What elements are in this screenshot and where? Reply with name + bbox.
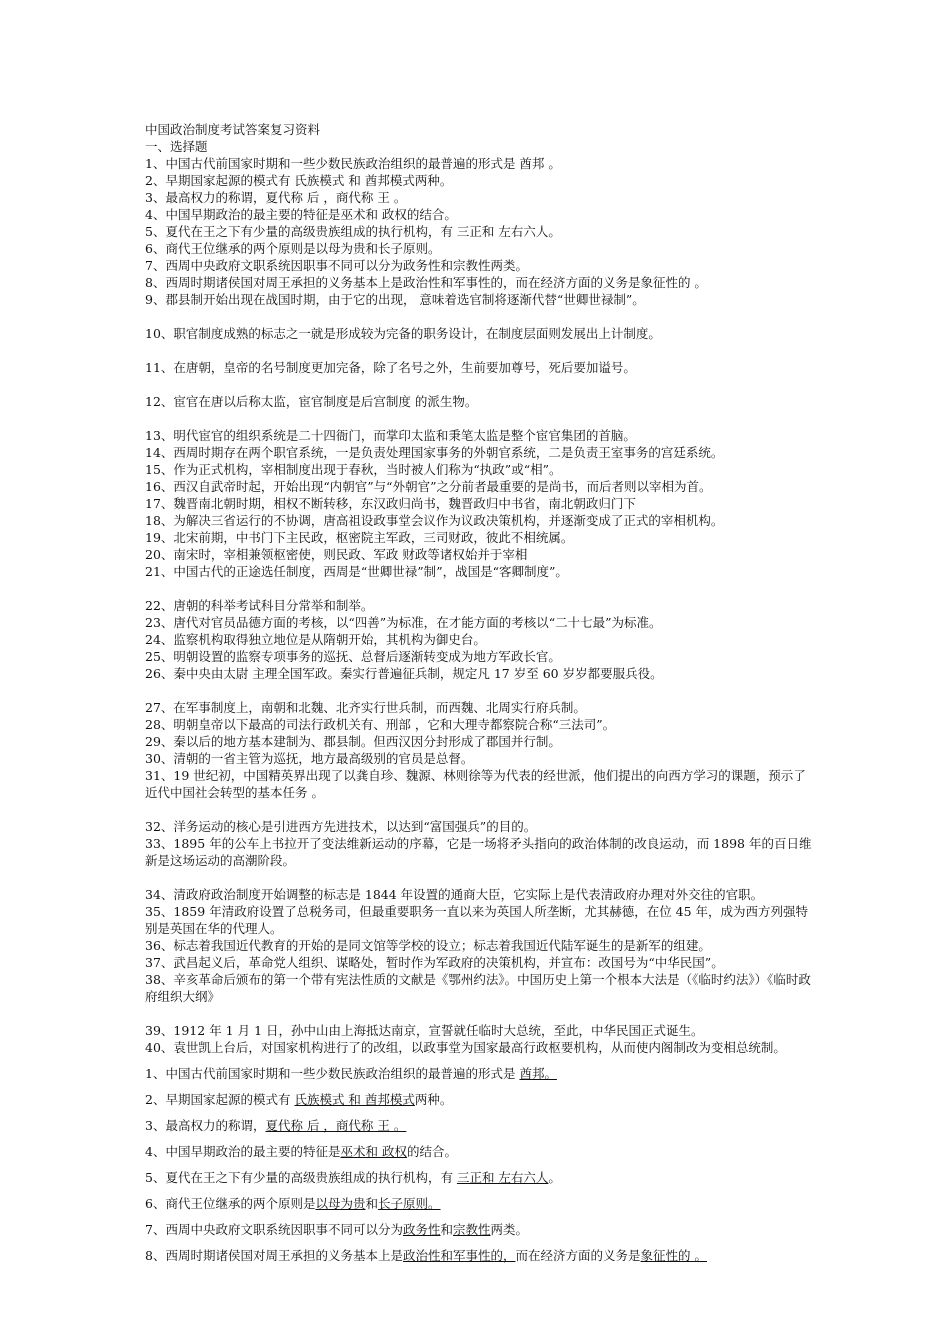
question-item: 35、1859 年清政府设置了总税务司，但最重要职务一直以来为英国人所垄断，尤其赫德，在位 45 年，成为西方列强特别是英国在华的代理人。	[145, 904, 809, 936]
answer-text: 2、早期国家起源的模式有	[145, 1092, 295, 1107]
question-item: 19、北宋前期，中书门下主民政，枢密院主军政，三司财政，彼此不相统属。	[145, 530, 574, 545]
question-item: 28、明朝皇帝以下最高的司法行政机关有、刑部 ，它和大理寺都察院合称“三法司”。	[145, 717, 616, 732]
question-item: 33、1895 年的公车上书拉开了变法维新运动的序幕，它是一场将矛头指向的政治体制的改良运动，而 1898 年的百日维新是这场运动的高潮阶段。	[145, 836, 812, 868]
answer-text: 。	[548, 1170, 561, 1185]
question-item: 12、宦官在唐以后称太监，宦官制度是后宫制度 的派生物。	[145, 394, 478, 409]
answer-list	[145, 1064, 817, 1272]
blank-line	[145, 410, 817, 427]
underlined-answer: 以母为贵	[315, 1196, 366, 1211]
question-item: 22、唐朝的科举考试科目分常举和制举。	[145, 598, 374, 613]
question-item: 5、夏代在王之下有少量的高级贵族组成的执行机构，有 三正和 左右六人。	[145, 224, 561, 239]
underlined-answer: 氏族模式 和 酋邦模式	[294, 1092, 415, 1107]
question-item: 3、最高权力的称谓，夏代称 后 ，商代称 王 。	[145, 190, 407, 205]
question-item: 7、西周中央政府文职系统因职事不同可以分为政务性和宗教性两类。	[145, 258, 528, 273]
question-item: 16、西汉自武帝时起，开始出现“内朝官”与“外朝官”之分前者最重要的是尚书，而后者则以宰相为首。	[145, 479, 712, 494]
blank-line	[145, 869, 817, 886]
question-item: 25、明朝设置的监察专项事务的巡抚、总督后逐渐转变成为地方军政长官。	[145, 649, 561, 664]
question-item: 26、秦中央由太尉 主理全国军政。秦实行普遍征兵制，规定凡 17 岁至 60 岁岁都要服兵役。	[145, 666, 663, 681]
question-item: 1、中国古代前国家时期和一些少数民族政治组织的最普遍的形式是 酋邦 。	[145, 156, 561, 171]
question-item: 23、唐代对官员品德方面的考核，以“四善”为标准，在才能方面的考核以“二十七最”为标准。	[145, 615, 662, 630]
answer-text: 3、最高权力的称谓，	[145, 1118, 266, 1133]
answer-text: 和	[440, 1222, 453, 1237]
question-item: 6、商代王位继承的两个原则是以母为贵和长子原则。	[145, 241, 441, 256]
question-item: 11、在唐朝，皇帝的名号制度更加完备，除了名号之外，生前要加尊号，死后要加谥号。	[145, 360, 636, 375]
question-item: 18、为解决三省运行的不协调，唐高祖设政事堂会议作为议政决策机构，并逐渐变成了正式的宰相机构。	[145, 513, 724, 528]
question-list	[145, 155, 817, 1056]
underlined-answer: 象征性的 。	[640, 1248, 707, 1263]
question-item: 24、监察机构取得独立地位是从隋朝开始，其机构为御史台。	[145, 632, 486, 647]
underlined-answer: 宗教性	[453, 1222, 491, 1237]
underlined-answer: 夏代称 后 ，商代称 王 。	[265, 1118, 407, 1133]
question-item: 38、辛亥革命后颁布的第一个带有宪法性质的文献是《鄂州约法》。中国历史上第一个根本大法是（《临时约法》）《临时政府组织大纲》	[145, 972, 811, 1004]
question-item: 32、洋务运动的核心是引进西方先进技术，以达到“富国强兵”的目的。	[145, 819, 537, 834]
answer-text: 而在经济方面的义务是	[515, 1248, 641, 1263]
question-item: 4、中国早期政治的最主要的特征是巫术和 政权的结合。	[145, 207, 457, 222]
underlined-answer: 政治性和军事性的，	[402, 1248, 516, 1263]
question-item: 37、武昌起义后，革命党人组织、谋略处，暂时作为军政府的决策机构，并宣布：改国号为“中华民国”。	[145, 955, 724, 970]
question-item: 27、在军事制度上，南朝和北魏、北齐实行世兵制，而西魏、北周实行府兵制。	[145, 700, 586, 715]
question-item: 21、中国古代的正途选任制度，西周是“世卿世禄”制”，战国是“客卿制度”。	[145, 564, 568, 579]
question-item: 2、早期国家起源的模式有 氏族模式 和 酋邦模式两种。	[145, 173, 453, 188]
blank-line	[145, 342, 817, 359]
blank-line	[145, 376, 817, 393]
answer-item	[145, 1116, 817, 1142]
question-item: 29、秦以后的地方基本建制为、郡县制。但西汉因分封形成了郡国并行制。	[145, 734, 561, 749]
underlined-answer: 政务性	[402, 1222, 441, 1237]
question-item: 34、清政府政治制度开始调整的标志是 1844 年设置的通商大臣，它实际上是代表清政府办理对外交往的官职。	[145, 887, 764, 902]
question-item: 8、西周时期诸侯国对周王承担的义务基本上是政治性和军事性的，而在经济方面的义务是象征性的 。	[145, 275, 707, 290]
underlined-answer: 酋邦。	[519, 1066, 557, 1081]
blank-line	[145, 1005, 817, 1022]
question-item: 15、作为正式机构，宰相制度出现于春秋，当时被人们称为“执政”或“相”。	[145, 462, 562, 477]
answer-item	[145, 1168, 817, 1194]
question-item: 13、明代宦官的组织系统是二十四衙门，而掌印太监和秉笔太监是整个宦官集团的首脑。	[145, 428, 636, 443]
blank-line	[145, 801, 817, 818]
underlined-answer: 三正和 左右六人	[456, 1170, 549, 1185]
underlined-answer: 长子原则。	[378, 1196, 441, 1211]
document-page	[145, 121, 817, 1272]
answer-text: 两类。	[490, 1222, 529, 1237]
question-item: 9、郡县制开始出现在战国时期，由于它的出现， 意味着选官制将逐渐代替“世卿世禄制”。	[145, 292, 645, 307]
answer-item	[145, 1064, 817, 1090]
answer-text: 的结合。	[406, 1144, 457, 1159]
question-item: 36、标志着我国近代教育的开始的是同文馆等学校的设立；标志着我国近代陆军诞生的是新军的组建。	[145, 938, 711, 953]
answer-text: 8、西周时期诸侯国对周王承担的义务基本上是	[145, 1248, 403, 1263]
answer-text: 两种。	[414, 1092, 453, 1107]
underlined-answer: 巫术和 政权	[340, 1144, 407, 1159]
answer-item	[145, 1220, 817, 1246]
answer-text: 和	[365, 1196, 378, 1211]
question-item: 10、职官制度成熟的标志之一就是形成较为完备的职务设计，在制度层面则发展出上计制度。	[145, 326, 661, 341]
answer-text: 6、商代王位继承的两个原则是	[145, 1196, 316, 1211]
section-heading: 一、选择题	[145, 139, 208, 154]
blank-line	[145, 682, 817, 699]
answer-text: 4、中国早期政治的最主要的特征是	[145, 1144, 341, 1159]
answer-item	[145, 1194, 817, 1220]
blank-line	[145, 580, 817, 597]
question-item: 39、1912 年 1 月 1 日，孙中山由上海抵达南京，宣誓就任临时大总统，至此，中华民国正式诞生。	[145, 1023, 704, 1038]
answer-item	[145, 1142, 817, 1168]
question-item: 17、魏晋南北朝时期，相权不断转移，东汉政归尚书，魏晋政归中书省，南北朝政归门下	[145, 496, 636, 511]
blank-line	[145, 308, 817, 325]
document-title: 中国政治制度考试答案复习资料	[145, 122, 321, 137]
answer-text: 7、西周中央政府文职系统因职事不同可以分为	[145, 1222, 403, 1237]
question-item: 30、清朝的一省主管为巡抚，地方最高级别的官员是总督。	[145, 751, 474, 766]
answer-text: 5、夏代在王之下有少量的高级贵族组成的执行机构，有	[145, 1170, 457, 1185]
answer-item	[145, 1090, 817, 1116]
answer-text: 1、中国古代前国家时期和一些少数民族政治组织的最普遍的形式是	[145, 1066, 520, 1081]
question-item: 40、袁世凯上台后，对国家机构进行了的改组，以政事堂为国家最高行政枢要机构，从而使内阁制改为变相总统制。	[145, 1040, 786, 1055]
answer-item	[145, 1246, 817, 1272]
question-item: 14、西周时期存在两个职官系统，一是负责处理国家事务的外朝官系统，二是负责王室事务的宫廷系统。	[145, 445, 724, 460]
question-item: 31、19 世纪初，中国精英界出现了以龚自珍、魏源、林则徐等为代表的经世派，他们提出的向西方学习的课题，预示了近代中国社会转型的基本任务 。	[145, 768, 806, 800]
question-item: 20、南宋时，宰相兼领枢密使，则民政、军政 财政等诸权始并于宰相	[145, 547, 528, 562]
